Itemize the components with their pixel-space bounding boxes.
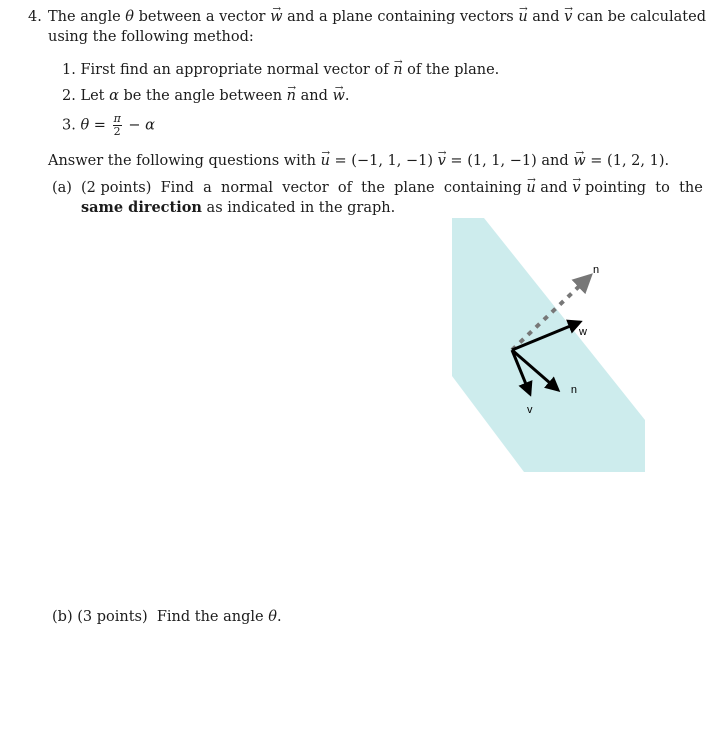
intro-text: The angle [48, 9, 126, 25]
theta-symbol: θ [125, 9, 135, 25]
minus-sign: − [123, 117, 146, 134]
vector-n: → n [287, 88, 296, 104]
step-number: 1. [62, 62, 76, 78]
step-text: . [344, 88, 350, 104]
fraction-numerator: π [113, 112, 121, 125]
intro-text: can be calculated [572, 9, 706, 25]
part-a-text: pointing to the [580, 180, 703, 196]
vector-w: → w [270, 9, 282, 25]
given-vectors [48, 153, 669, 169]
vector-plane-figure [448, 218, 648, 474]
plane-shape [452, 218, 645, 472]
vector-u: → u [518, 9, 527, 25]
label-u: u [570, 384, 577, 396]
vector-v: → v [438, 153, 446, 169]
step-number: 2. [62, 88, 76, 104]
w-value: = (1, 2, 1). [585, 153, 670, 169]
intro-text: and a plane containing vectors [282, 9, 519, 25]
step-text: of the plane. [402, 62, 500, 78]
alpha-symbol: α [145, 117, 155, 134]
step-text: First find an appropriate normal vector of [80, 62, 394, 78]
vector-v: → v [564, 9, 572, 25]
step-2 [62, 88, 350, 104]
vector-n: → n [393, 62, 402, 78]
theta-symbol: θ [268, 609, 277, 625]
part-b-label: (b) [52, 609, 73, 625]
label-n: n [593, 264, 600, 276]
theta-symbol: θ [80, 117, 90, 134]
vector-w: → w [332, 88, 344, 104]
alpha-symbol: α [109, 88, 119, 104]
u-value: = (−1, 1, −1) [329, 153, 438, 169]
step-text: Let [80, 88, 110, 104]
intro-text: and [527, 9, 565, 25]
step-1 [62, 62, 499, 78]
part-a-line-2 [81, 199, 395, 216]
intro-line-1 [48, 9, 706, 25]
part-a-text: and [535, 180, 573, 196]
part-a-line-1 [81, 180, 703, 196]
vector-v: → v [572, 180, 580, 196]
problem-number: 4. [28, 9, 42, 25]
v-value: = (1, 1, −1) and [445, 153, 574, 169]
emphasis-same-direction: same direction [81, 199, 202, 216]
intro-text: between a vector [134, 9, 271, 25]
equals-sign: = [89, 117, 111, 134]
step-text: and [296, 88, 333, 104]
part-a-text: (2 points) Find a normal vector of the plane containing [81, 180, 527, 196]
part-a-label: (a) [52, 180, 72, 196]
part-b-text: . [276, 609, 282, 625]
vector-w: → w [573, 153, 585, 169]
vector-u: → u [526, 180, 535, 196]
intro-line-2: using the following method: [48, 29, 254, 45]
pi-over-2-fraction [113, 113, 122, 138]
part-b [52, 609, 282, 625]
step-number: 3. [62, 117, 76, 134]
step-3 [62, 113, 155, 138]
fraction-denominator: 2 [113, 125, 121, 138]
label-v: v [527, 404, 533, 416]
part-b-text: (3 points) Find the angle [77, 609, 269, 625]
vector-u: → u [321, 153, 330, 169]
given-text: Answer the following questions with [48, 153, 321, 169]
step-text: be the angle between [118, 88, 287, 104]
label-w: w [579, 326, 587, 338]
part-a-text: as indicated in the graph. [201, 200, 396, 216]
